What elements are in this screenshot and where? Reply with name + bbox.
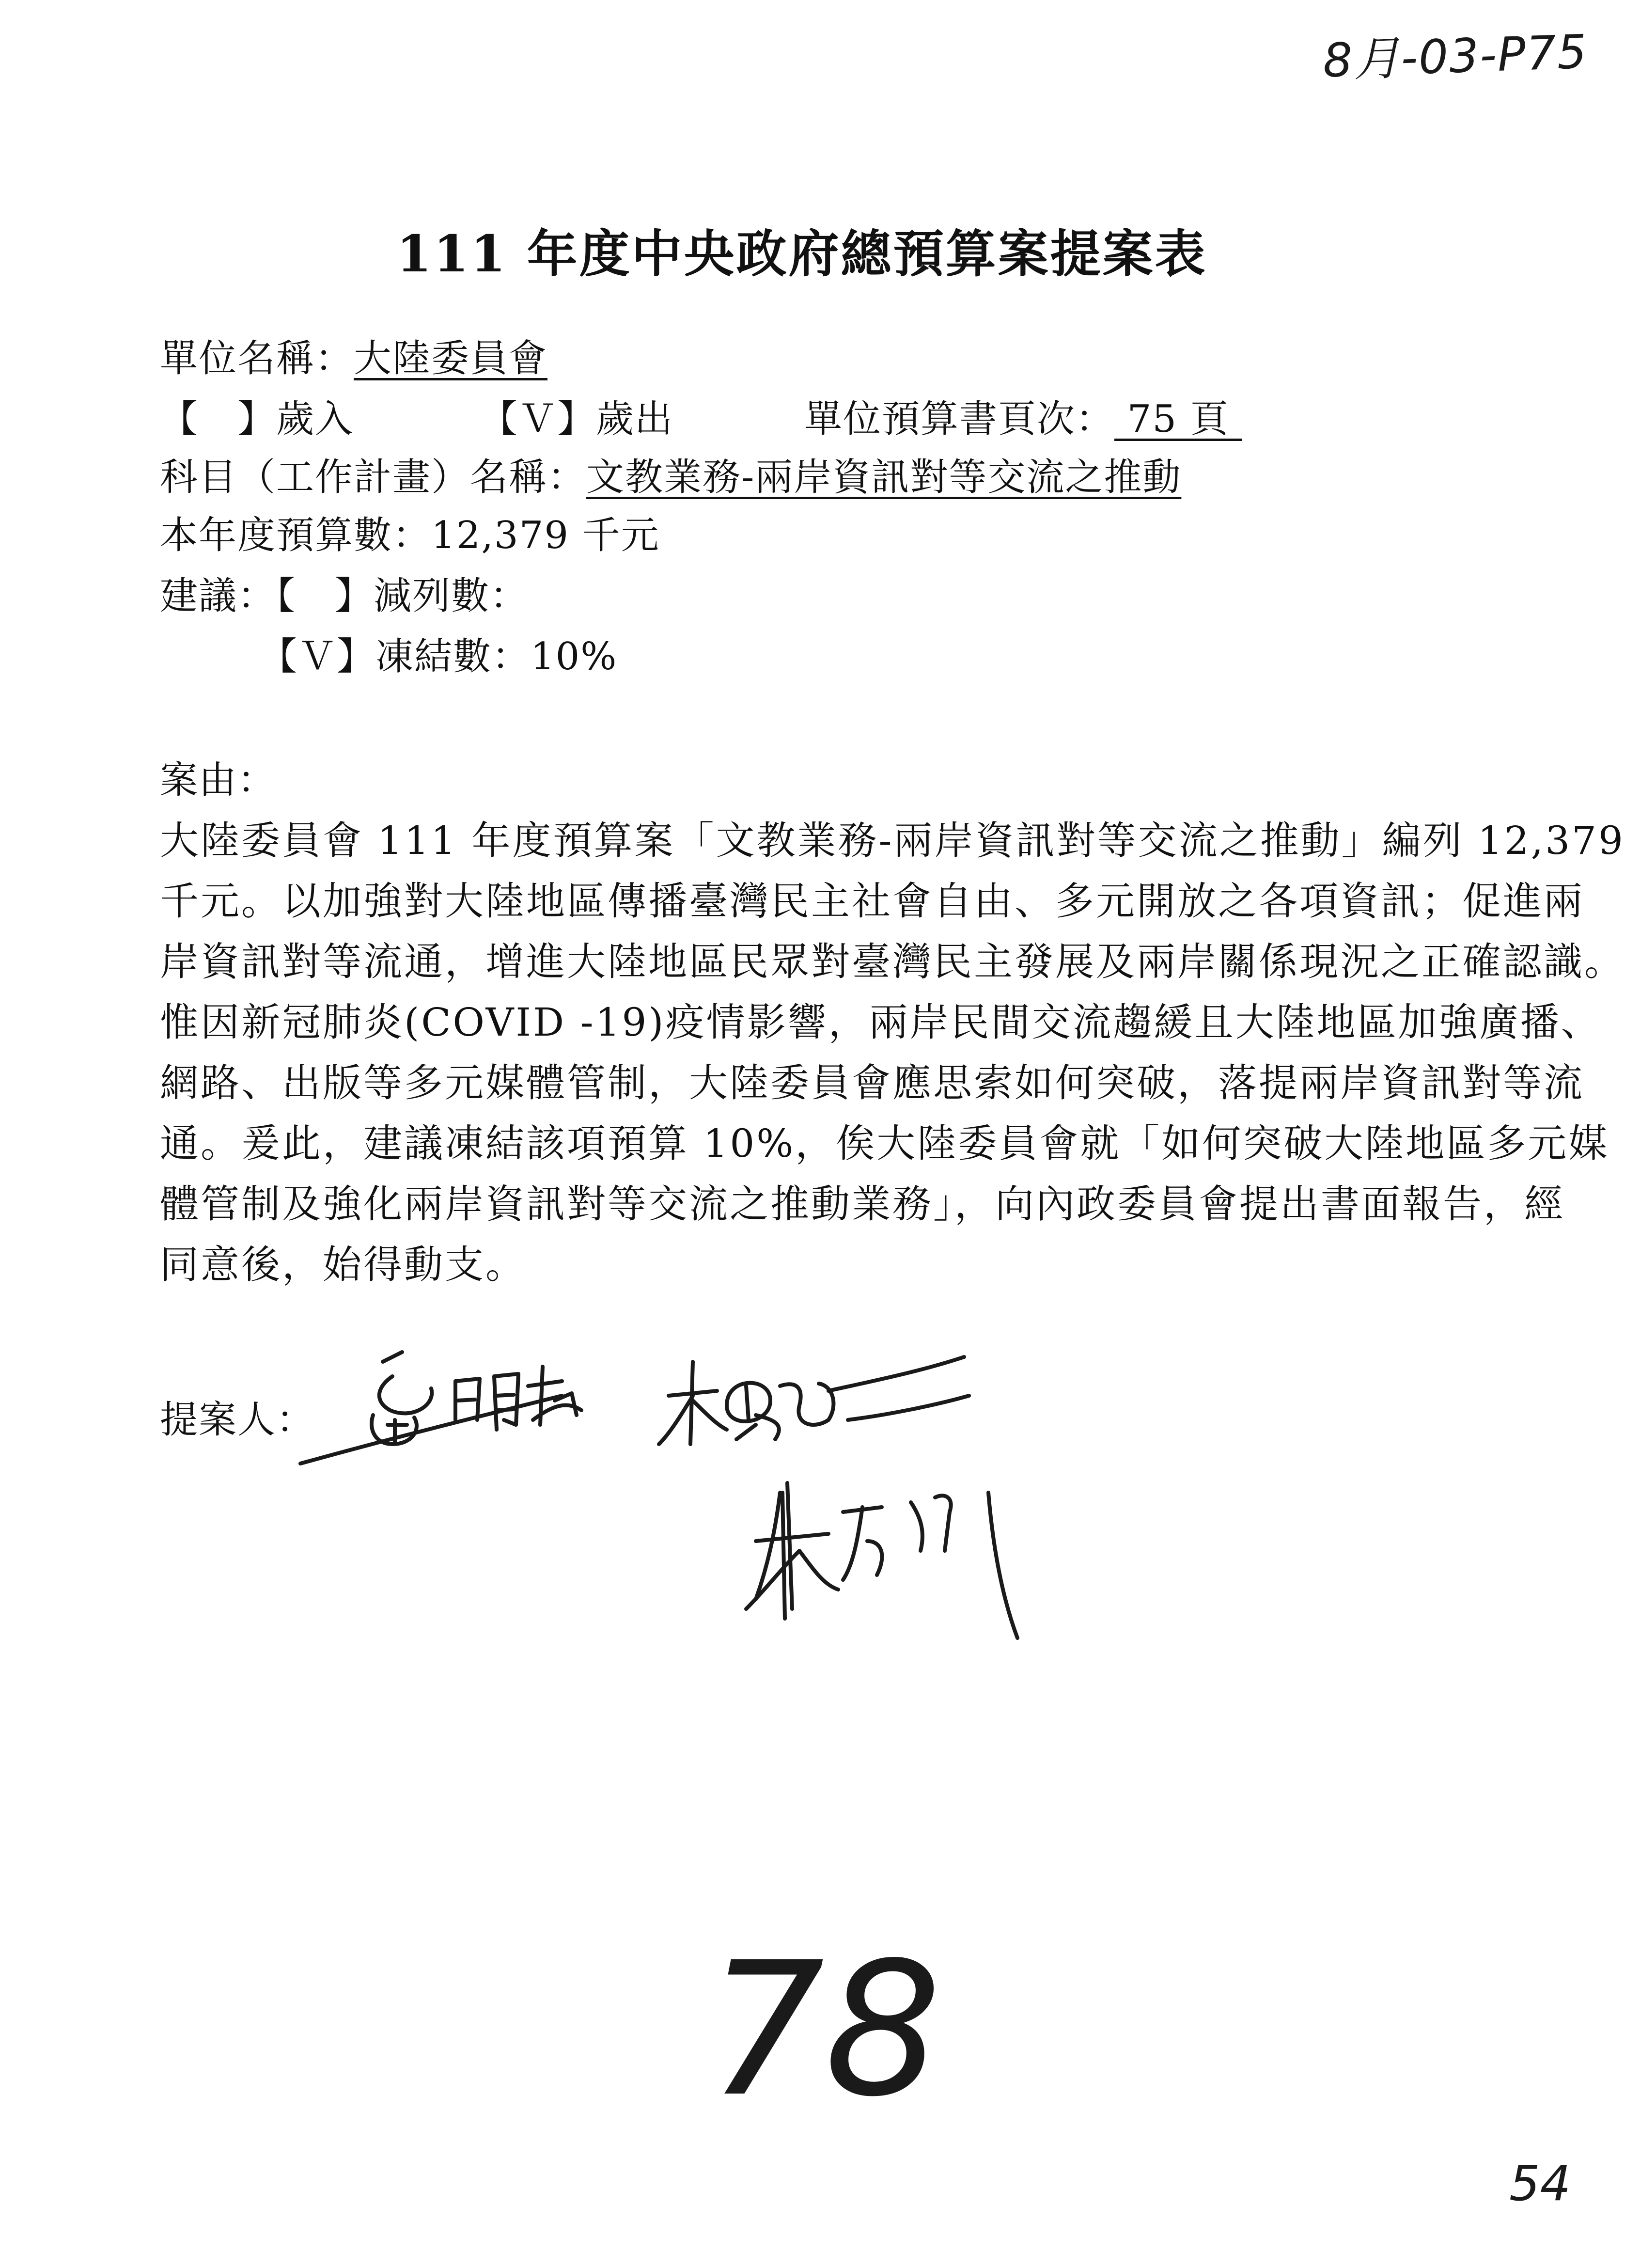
freeze-label: 凍結數： <box>375 635 531 678</box>
expense-group <box>480 395 673 443</box>
budget-label: 本年度預算數： <box>160 514 432 557</box>
reason-line: 同意後，始得動支。 <box>160 1242 526 1287</box>
budget-value: 12,379 千元 <box>431 514 660 557</box>
freeze-checkbox: 【Ｖ】 <box>259 635 376 678</box>
handwritten-corner-number-text: 54 <box>1509 2155 1571 2212</box>
reason-line: 網路、出版等多元媒體管制，大陸委員會應思索如何突破，落提兩岸資訊對等流 <box>160 1060 1584 1105</box>
revenue-checkbox: 【 】 <box>160 397 277 441</box>
handwritten-page-number-text: 78 <box>707 1922 942 2137</box>
reason-line: 通。爰此，建議凍結該項預算 10%，俟大陸委員會就「如何突破大陸地區多元媒 <box>160 1121 1609 1166</box>
type-row <box>160 395 1323 443</box>
suggestion-label: 建議： <box>160 574 277 618</box>
expense-checkbox: 【Ｖ】 <box>480 397 596 441</box>
suggestion-freeze-row <box>259 632 617 681</box>
unit-label: 單位名稱： <box>160 337 354 380</box>
reason-line: 惟因新冠肺炎(COVID -19)疫情影響，兩岸民間交流趨緩且大陸地區加強廣播、 <box>160 1000 1602 1045</box>
cut-label: 減列數： <box>374 574 529 618</box>
reason-line: 體管制及強化兩岸資訊對等交流之推動業務」，向內政委員會提出書面報告，經 <box>160 1181 1565 1227</box>
page-ref-group <box>804 395 1242 443</box>
subject-label: 科目（工作計畫）名稱： <box>160 456 587 499</box>
reason-line: 大陸委員會 111 年度預算案「文教業務-兩岸資訊對等交流之推動」編列 12,379 <box>160 818 1625 863</box>
freeze-value: 10% <box>531 635 618 678</box>
expense-label: 歲出 <box>596 397 674 441</box>
page-ref-label: 單位預算書頁次： <box>804 397 1115 441</box>
handwritten-page-number <box>703 1922 942 2137</box>
reason-line: 岸資訊對等流通，增進大陸地區民眾對臺灣民主發展及兩岸關係現況之正確認識。 <box>160 939 1625 984</box>
reason-line: 千元。以加強對大陸地區傳播臺灣民主社會自由、多元開放之各項資訊；促進兩 <box>160 879 1584 924</box>
reason-label: 案由： <box>160 758 277 802</box>
document-title: 111 年度中央政府總預算案提案表 <box>396 224 1207 284</box>
proposer-label: 提案人： <box>160 1398 315 1442</box>
subject-row <box>160 453 1181 502</box>
unit-value: 大陸委員會 <box>354 337 548 380</box>
page-ref-value: 75 頁 <box>1114 397 1242 441</box>
subject-value: 文教業務-兩岸資訊對等交流之推動 <box>586 456 1182 499</box>
handwritten-corner-number <box>1507 2152 1589 2215</box>
unit-row <box>160 334 547 383</box>
suggestion-cut-row <box>160 572 529 620</box>
budget-row <box>160 511 660 560</box>
revenue-label: 歲入 <box>276 397 354 441</box>
handwritten-reference-note: 8月-03-P75 <box>1322 24 1589 88</box>
handwritten-signatures <box>291 1347 1066 1667</box>
cut-checkbox: 【 】 <box>276 574 374 618</box>
